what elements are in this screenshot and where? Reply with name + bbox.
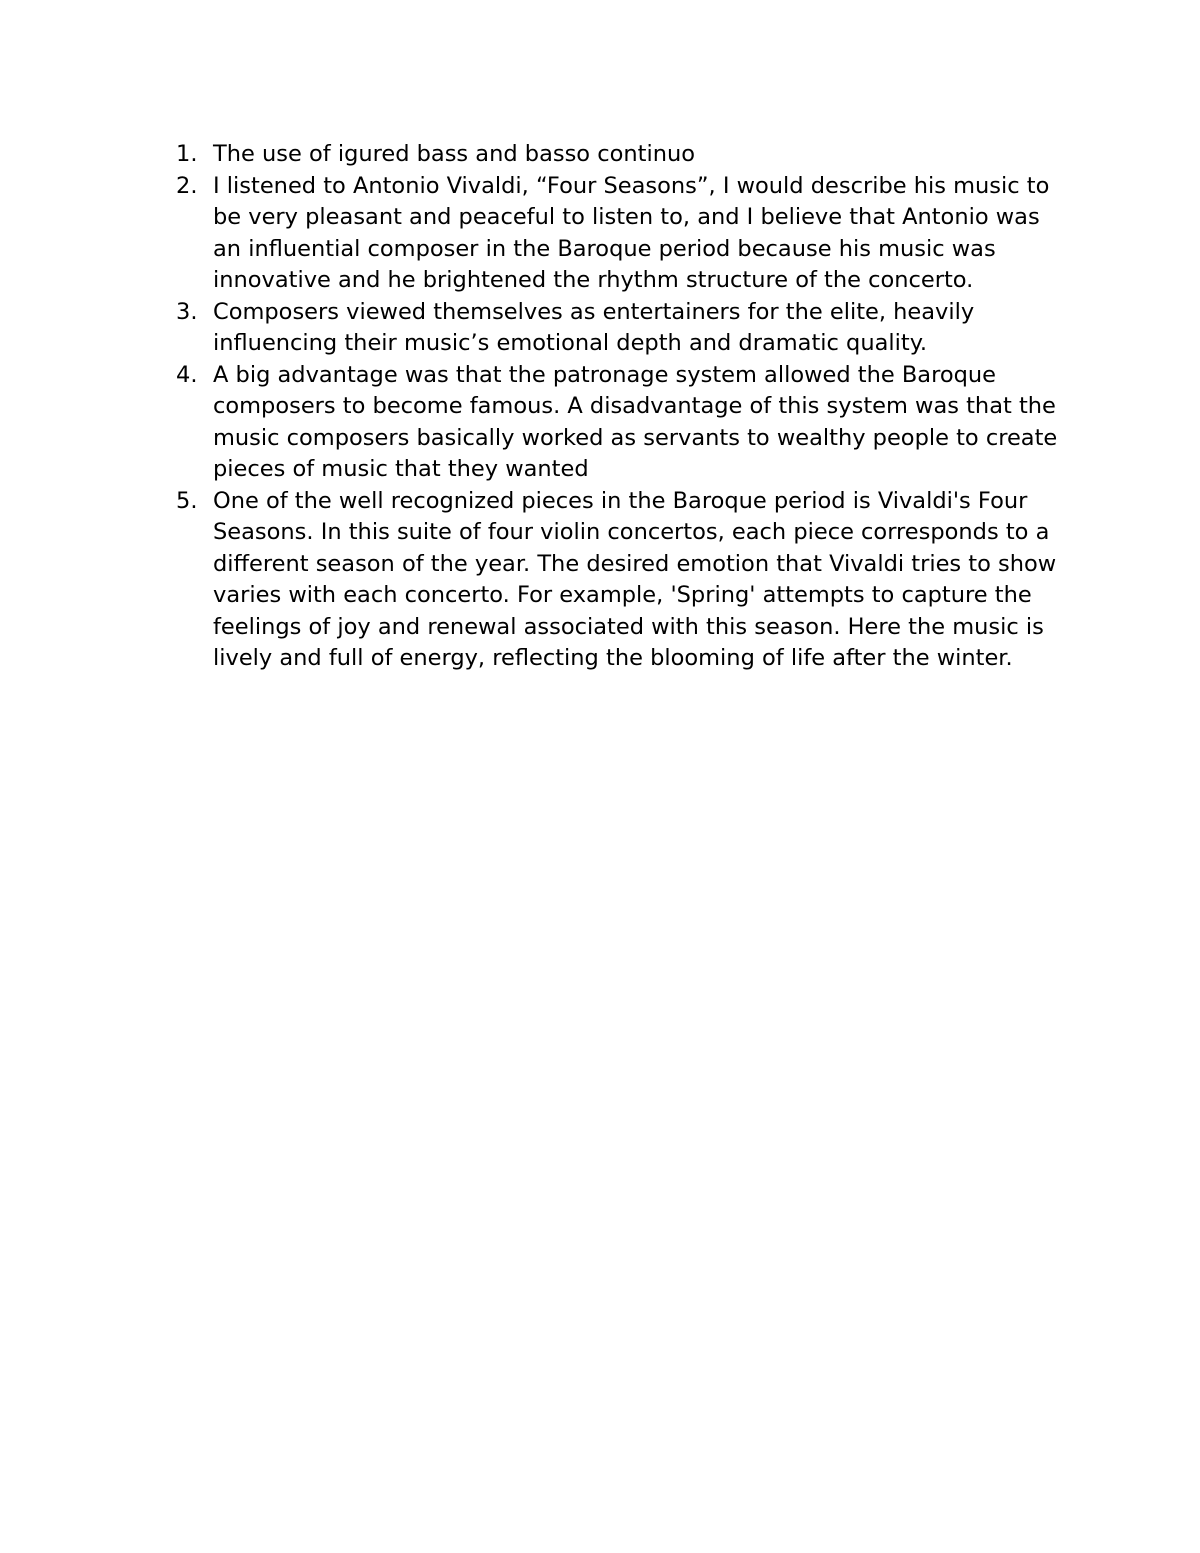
answer-list	[170, 139, 1070, 675]
list-item-text: Composers viewed themselves as entertainers for the elite, heavily influencing their music’s emotional depth and dramatic quality.	[213, 298, 975, 356]
list-item-text: The use of igured bass and basso continuo	[213, 141, 695, 167]
list-item	[170, 139, 1070, 171]
list-item	[170, 360, 1070, 486]
list-item-text: I listened to Antonio Vivaldi, “Four Seasons”, I would describe his music to be very pleasant and peaceful to listen to, and I believe that Antonio was an influential composer in the Baroque period because his music was innovative and he brightened the rhythm structure of the concerto.	[213, 172, 1050, 293]
list-item-text: One of the well recognized pieces in the Baroque period is Vivaldi's Four Seasons. In this suite of four violin concertos, each piece corresponds to a different season of the year. The desired emotion that Vivaldi tries to show varies with each concerto. For example, 'Spring' attempts to capture the feelings of joy and renewal associated with this season. Here the music is lively and full of energy, reflecting the blooming of life after the winter.	[213, 487, 1057, 671]
list-item-number: 5.	[176, 487, 198, 514]
list-item-text: A big advantage was that the patronage system allowed the Baroque composers to become famous. A disadvantage of this system was that the music composers basically worked as servants to wealthy people to create pieces of music that they wanted	[213, 361, 1058, 482]
list-item	[170, 171, 1070, 297]
list-item-number: 4.	[176, 361, 198, 388]
list-item	[170, 486, 1070, 675]
list-item	[170, 297, 1070, 360]
list-item-number: 3.	[176, 298, 198, 325]
list-item-number: 1.	[176, 141, 198, 167]
list-item-number: 2.	[176, 172, 198, 199]
